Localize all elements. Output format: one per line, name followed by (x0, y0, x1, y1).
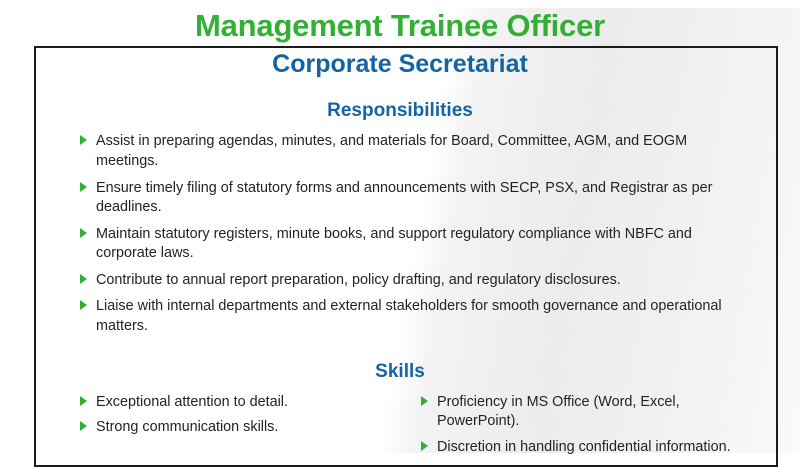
responsibilities-list (44, 132, 756, 336)
list-item-text: Maintain statutory registers, minute books, and support regulatory compliance with NBFC and corporate laws. (96, 225, 692, 262)
skills-columns (44, 393, 756, 464)
arrow-bullet-icon (421, 441, 428, 451)
list-item (80, 393, 405, 413)
arrow-bullet-icon (80, 421, 87, 431)
page-subtitle: Corporate Secretariat (272, 49, 528, 78)
list-item-text: Strong communication skills. (96, 419, 279, 436)
skills-list-left (80, 393, 405, 464)
arrow-bullet-icon (80, 228, 87, 238)
list-item (80, 132, 746, 171)
responsibilities-heading: Responsibilities (327, 100, 473, 122)
arrow-bullet-icon (80, 274, 87, 284)
list-item (80, 297, 746, 336)
arrow-bullet-icon (80, 300, 87, 310)
page-title: Management Trainee Officer (195, 8, 605, 43)
list-item-text: Liaise with internal departments and external stakeholders for smooth governance and operational matters. (96, 298, 722, 335)
list-item (80, 225, 746, 264)
list-item (421, 393, 746, 432)
list-item-text: Assist in preparing agendas, minutes, and materials for Board, Committee, AGM, and EOGM meetings. (96, 133, 688, 169)
arrow-bullet-icon (80, 396, 87, 406)
list-item-text: Discretion in handling confidential information. (437, 438, 731, 455)
list-item (80, 271, 746, 291)
list-item-text: Ensure timely filing of statutory forms and announcements with SECP, PSX, and Registrar as per deadlines. (96, 179, 713, 216)
arrow-bullet-icon (421, 396, 428, 406)
list-item (80, 179, 746, 218)
job-posting-content (0, 8, 800, 463)
list-item (80, 418, 405, 438)
list-item-text: Proficiency in MS Office (Word, Excel, PowerPoint). (437, 393, 680, 430)
skills-list-right (421, 393, 746, 464)
list-item (421, 438, 746, 458)
skills-heading: Skills (375, 360, 425, 382)
arrow-bullet-icon (80, 182, 87, 192)
list-item-text: Exceptional attention to detail. (96, 393, 289, 410)
list-item-text: Contribute to annual report preparation, policy drafting, and regulatory disclosures. (96, 271, 621, 288)
arrow-bullet-icon (80, 135, 87, 145)
